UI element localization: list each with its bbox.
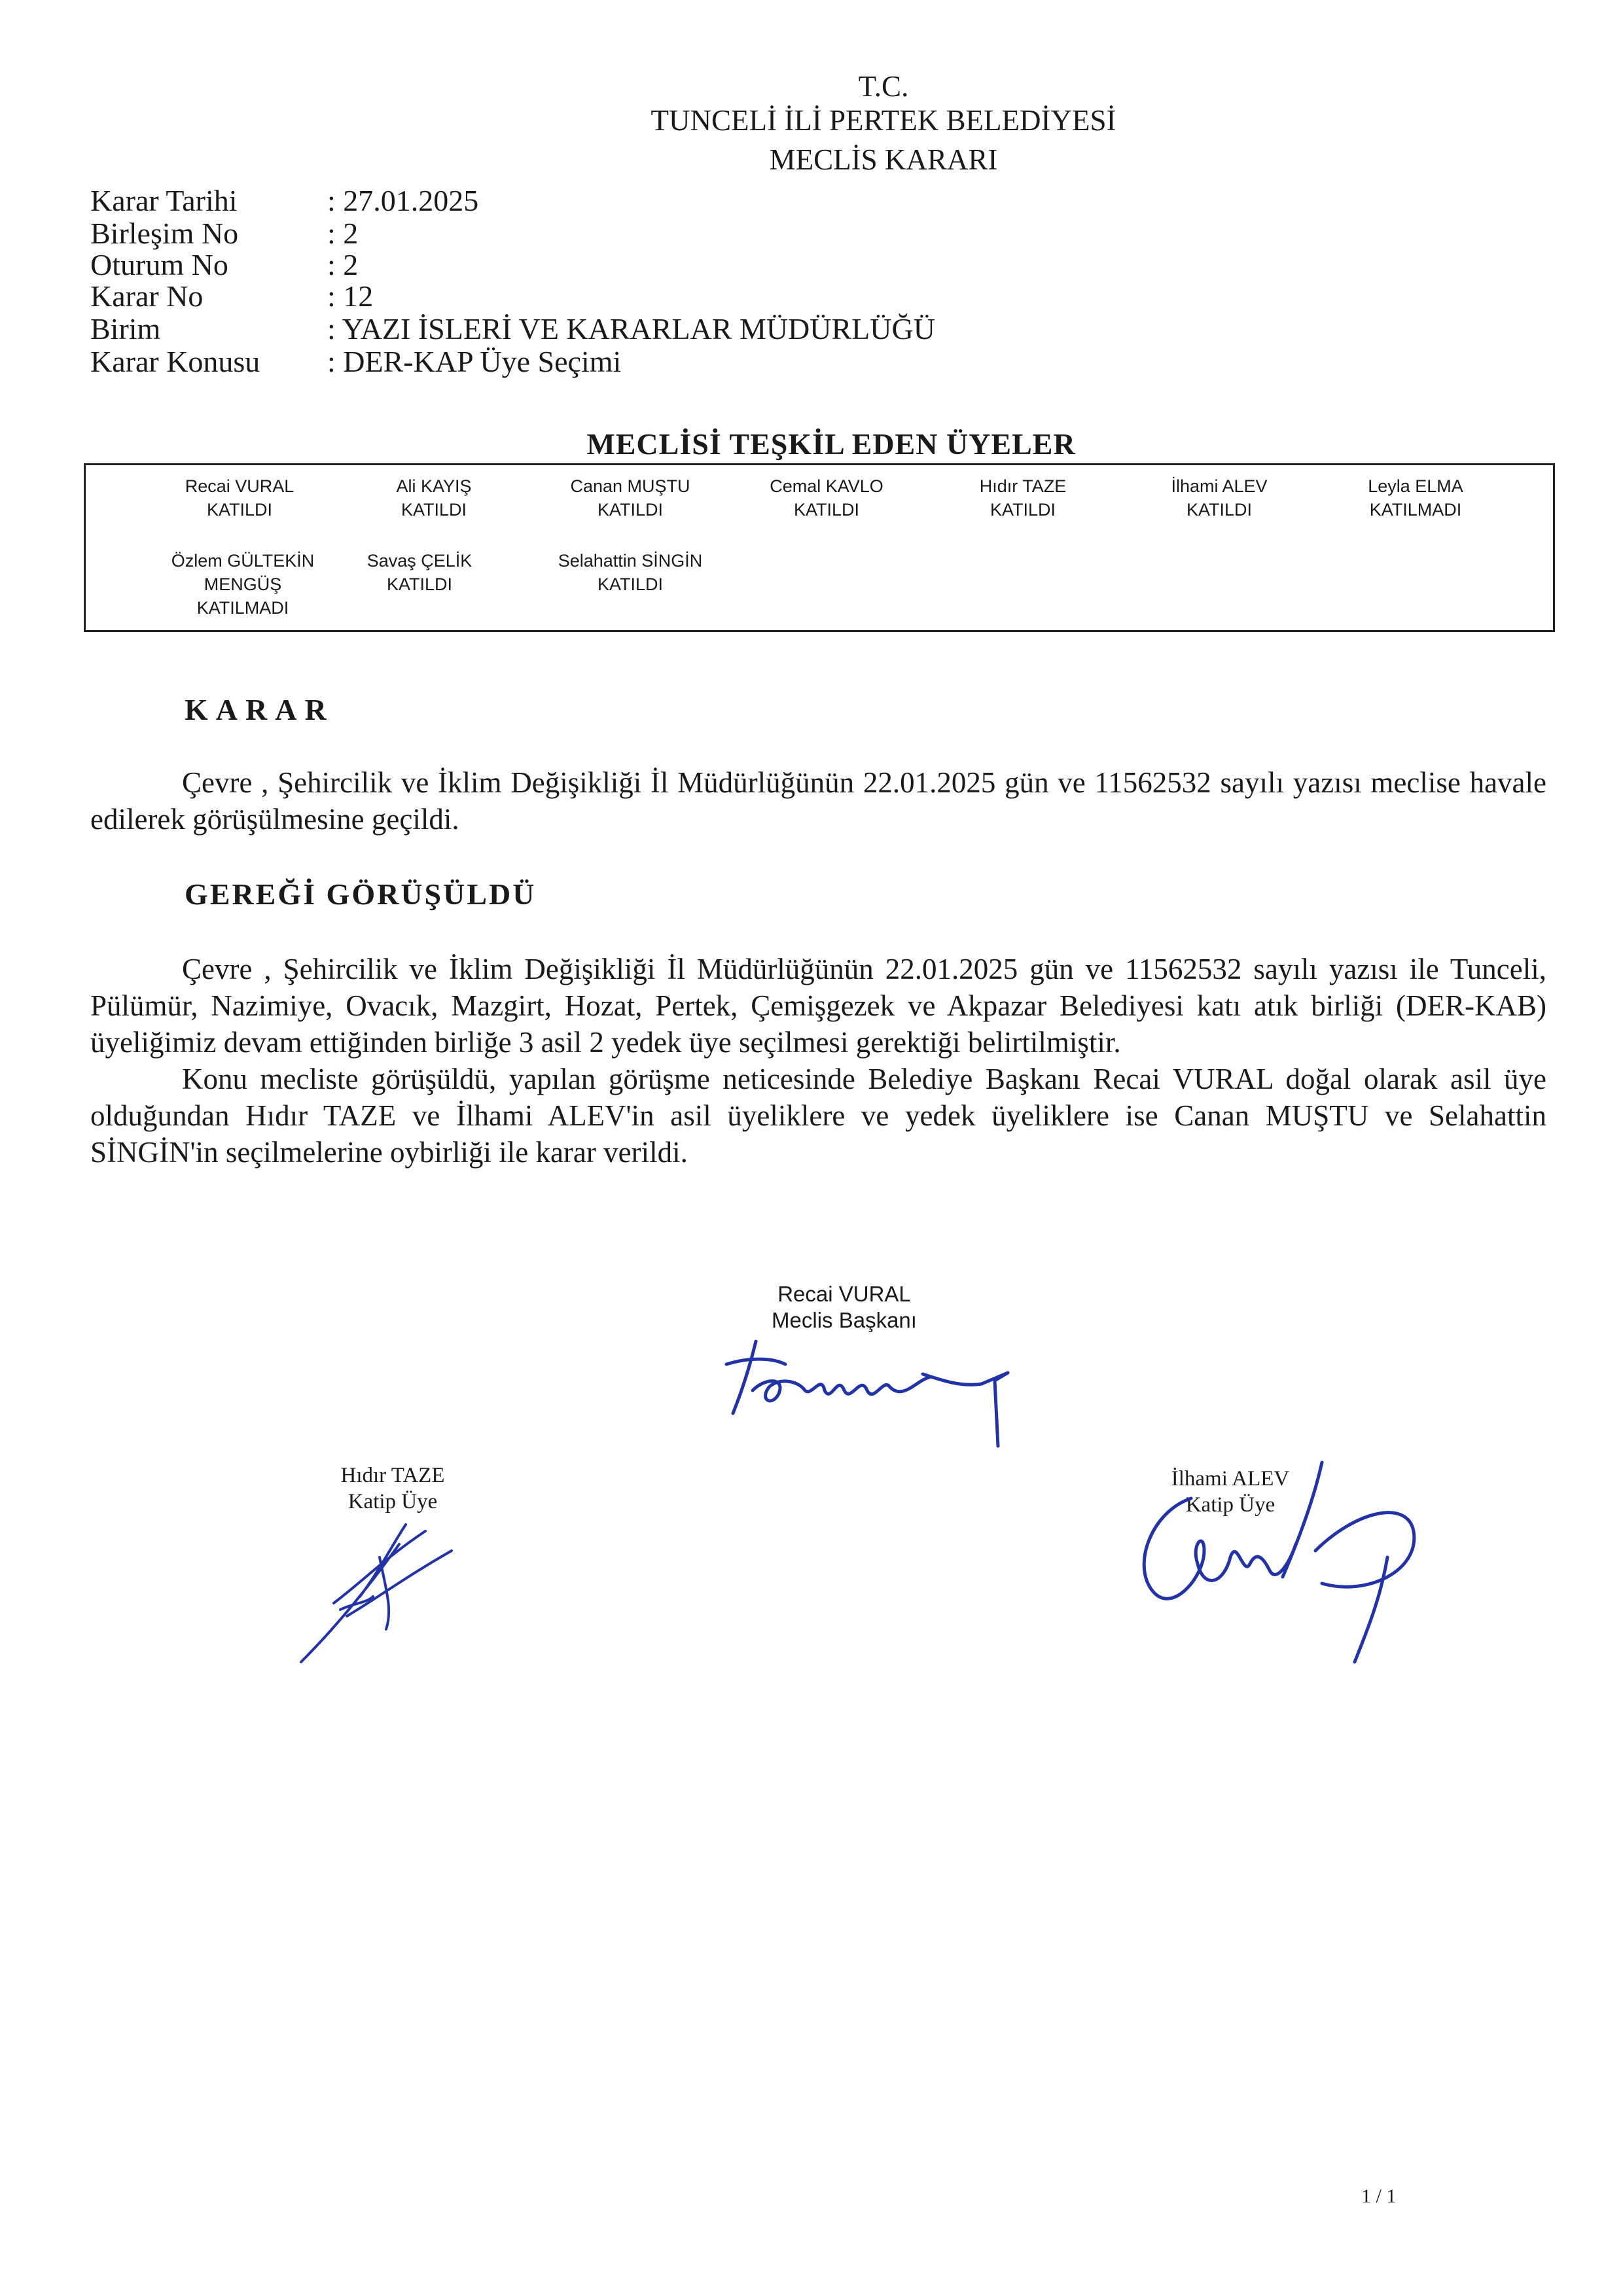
- left-signer-role: Katip Üye: [348, 1490, 438, 1513]
- page-number: 1 / 1: [1361, 2185, 1397, 2207]
- member-entry: [141, 474, 338, 521]
- member-entry: [132, 549, 354, 620]
- member-name: Ali KAYIŞ: [396, 476, 472, 496]
- meta-label: Oturum No: [90, 248, 228, 281]
- meta-value: : 27.01.2025: [327, 184, 479, 217]
- meta-label: Birleşim No: [90, 217, 239, 250]
- right-signer-role: Katip Üye: [1185, 1493, 1275, 1517]
- member-status: KATILDI: [386, 574, 453, 594]
- member-status: KATILDI: [597, 574, 664, 594]
- member-name: Selahattin SİNGİN: [558, 551, 703, 571]
- chair-role: Meclis Başkanı: [772, 1308, 917, 1332]
- gereg-text-2: Konu mecliste görüşüldü, yapılan görüşme neticesinde Belediye Başkanı Recai VURAL doğal olarak asil üye olduğundan Hıdır TAZE ve İlhami ALEV'in asil üyeliklere ve yedek üyeliklere ise Canan MUŞTU ve Selahattin SİNGİN'in seçilmelerine oybirliği ile karar verildi.: [90, 1063, 1546, 1169]
- gereg-paragraph: [90, 951, 1546, 1171]
- member-entry: [1317, 474, 1514, 521]
- member-name: Özlem GÜLTEKİN MENGÜŞ: [171, 551, 315, 594]
- meta-value: : DER-KAP Üye Seçimi: [327, 345, 622, 378]
- member-entry: [925, 474, 1121, 521]
- members-title: MECLİSİ TEŞKİL EDEN ÜYELER: [586, 427, 1076, 461]
- member-status: KATILDI: [990, 500, 1056, 520]
- left-signature-scribble: [294, 1505, 478, 1675]
- gereg-heading: GEREĞİ GÖRÜŞÜLDÜ: [185, 877, 537, 911]
- karar-paragraph: [90, 764, 1546, 838]
- member-entry: [354, 549, 485, 596]
- member-entry: [336, 474, 532, 521]
- meta-label: Karar Tarihi: [90, 184, 238, 217]
- member-name: İlhami ALEV: [1171, 476, 1268, 496]
- member-name: Recai VURAL: [185, 476, 294, 496]
- header-document-type: MECLİS KARARI: [769, 143, 998, 176]
- member-status: KATILMADI: [1369, 500, 1462, 520]
- gereg-text-1: Çevre , Şehircilik ve İklim Değişikliği İl Müdürlüğünün 22.01.2025 gün ve 11562532 sayılı yazısı ile Tunceli, Pülümür, Nazimiye, Ovacık, Mazgirt, Hozat, Pertek, Çemişgezek ve Akpazar Belediyesi katı atık birliği (DER-KAB) üyeliğimiz devam ettiğinden birliğe 3 asil 2 yedek üye seçilmesi gerektiği belirtilmiştir.: [90, 953, 1546, 1059]
- member-entry: [1121, 474, 1317, 521]
- header-country: T.C.: [858, 70, 909, 103]
- member-status: KATILDI: [1186, 500, 1253, 520]
- meta-label: Karar No: [90, 279, 204, 313]
- karar-heading: KARAR: [185, 693, 334, 726]
- member-name: Hıdır TAZE: [979, 476, 1067, 496]
- right-signer-name: İlhami ALEV: [1171, 1467, 1290, 1491]
- member-status: KATILMADI: [196, 598, 289, 618]
- chair-name: Recai VURAL: [777, 1282, 911, 1306]
- member-name: Savaş ÇELİK: [366, 551, 473, 571]
- members-box: [84, 463, 1555, 632]
- member-name: Cemal KAVLO: [770, 476, 883, 496]
- member-status: KATILDI: [793, 500, 860, 520]
- member-entry: [728, 474, 925, 521]
- meta-value: : 12: [327, 279, 374, 313]
- member-status: KATILDI: [206, 500, 273, 520]
- right-signature-scribble: [1106, 1453, 1433, 1669]
- meta-value: : 2: [327, 248, 359, 281]
- member-name: Canan MUŞTU: [570, 476, 690, 496]
- chair-signature-scribble: [707, 1315, 1034, 1466]
- member-name: Leyla ELMA: [1368, 476, 1463, 496]
- left-signer-name: Hıdır TAZE: [340, 1464, 445, 1487]
- meta-value: : 2: [327, 217, 359, 250]
- member-status: KATILDI: [597, 500, 664, 520]
- header-organization: TUNCELİ İLİ PERTEK BELEDİYESİ: [651, 104, 1116, 137]
- member-status: KATILDI: [401, 500, 467, 520]
- member-entry: [532, 474, 728, 521]
- meta-label: Karar Konusu: [90, 345, 260, 378]
- member-entry: [532, 549, 728, 596]
- meta-label: Birim: [90, 312, 161, 345]
- karar-text: Çevre , Şehircilik ve İklim Değişikliği İl Müdürlüğünün 22.01.2025 gün ve 11562532 sayılı yazısı meclise havale edilerek görüşülmesine geçildi.: [90, 766, 1546, 836]
- meta-value: : YAZI İSLERİ VE KARARLAR MÜDÜRLÜĞÜ: [327, 312, 935, 345]
